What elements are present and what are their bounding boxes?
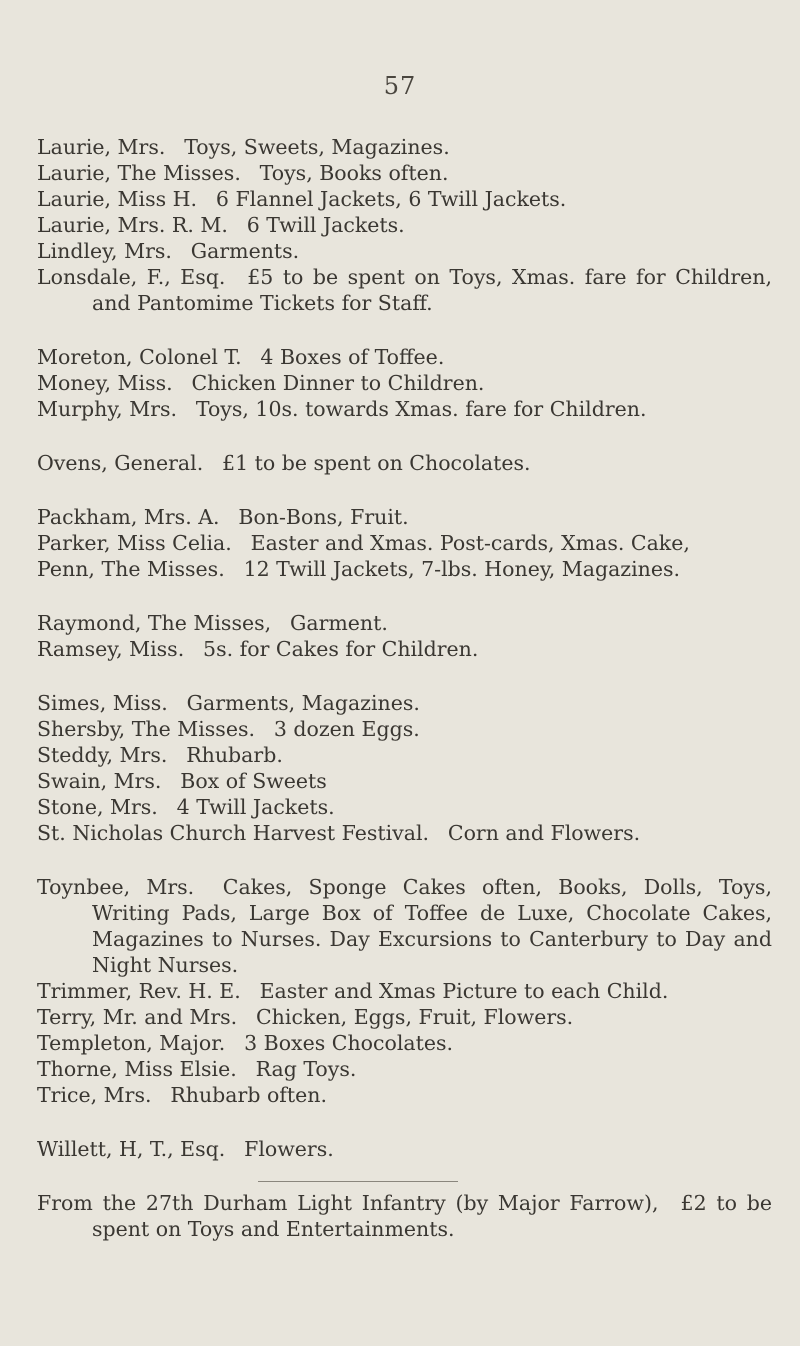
donation-description: Box of Sweets (180, 769, 327, 793)
donor-name: St. Nicholas Church Harvest Festival. (37, 821, 430, 845)
donor-entry (37, 716, 772, 742)
donation-description: Easter and Xmas Picture to each Child. (259, 979, 669, 1003)
donor-name: From the 27th Durham Light Infantry (by Major Farrow), (37, 1191, 659, 1215)
donor-name: Trice, Mrs. (37, 1083, 152, 1107)
donation-description: 6 Flannel Jackets, 6 Twill Jackets. (215, 187, 567, 211)
donation-description: £5 to be spent on Toys, Xmas. fare for Children, and Pantomime Tickets for Staff. (92, 265, 772, 315)
donor-name: Terry, Mr. and Mrs. (37, 1005, 238, 1029)
donation-description: Toys, Sweets, Magazines. (184, 135, 450, 159)
donor-entry (37, 1136, 772, 1162)
donor-entry (37, 160, 772, 186)
closing-rule (258, 1181, 458, 1182)
donor-name: Money, Miss. (37, 371, 173, 395)
donor-entry (37, 1056, 772, 1082)
donor-entry (37, 820, 772, 846)
donor-group (37, 690, 772, 846)
donor-name: Parker, Miss Celia. (37, 531, 232, 555)
donor-entry (37, 874, 772, 978)
donation-description: Bon-Bons, Fruit. (238, 505, 409, 529)
donor-name: Simes, Miss. (37, 691, 168, 715)
donor-group (37, 134, 772, 316)
donor-name: Murphy, Mrs. (37, 397, 178, 421)
donor-entry (37, 1082, 772, 1108)
donation-description: Rhubarb often. (170, 1083, 327, 1107)
donor-name: Packham, Mrs. A. (37, 505, 220, 529)
donation-description: Garment. (289, 611, 388, 635)
donor-name: Penn, The Misses. (37, 557, 225, 581)
donor-entry (37, 186, 772, 212)
donation-description: Flowers. (244, 1137, 334, 1161)
donation-description: Chicken Dinner to Children. (191, 371, 485, 395)
donor-entry (37, 530, 772, 556)
donation-description: Corn and Flowers. (447, 821, 641, 845)
donation-description: 12 Twill Jackets, 7-lbs. Honey, Magazines. (243, 557, 681, 581)
donor-entry (37, 978, 772, 1004)
donor-entry (37, 212, 772, 238)
donor-name: Lonsdale, F., Esq. (37, 265, 226, 289)
donor-group (37, 610, 772, 662)
donor-name: Lindley, Mrs. (37, 239, 172, 263)
donor-name: Ramsey, Miss. (37, 637, 185, 661)
donor-name: Trimmer, Rev. H. E. (37, 979, 241, 1003)
donation-description: 4 Twill Jackets. (176, 795, 335, 819)
donor-group (37, 1136, 772, 1162)
donor-entry (37, 504, 772, 530)
donation-description: Toys, 10s. towards Xmas. fare for Children. (195, 397, 647, 421)
donor-entry (37, 636, 772, 662)
donation-description: £2 to be spent on Toys and Entertainments. (92, 1191, 772, 1241)
donation-description: Easter and Xmas. Post-cards, Xmas. Cake, (250, 531, 690, 555)
donation-description: 5s. for Cakes for Children. (203, 637, 479, 661)
donation-description: 4 Boxes of Toffee. (260, 345, 445, 369)
donor-group (37, 874, 772, 1108)
donor-name: Thorne, Miss Elsie. (37, 1057, 237, 1081)
donor-group (37, 504, 772, 582)
donor-entry (37, 370, 772, 396)
donor-name: Moreton, Colonel T. (37, 345, 242, 369)
donor-entry (37, 1004, 772, 1030)
donor-entry (37, 1190, 772, 1242)
donor-entry (37, 610, 772, 636)
donor-list (37, 134, 772, 1242)
donor-name: Toynbee, Mrs. (37, 875, 195, 899)
donor-name: Steddy, Mrs. (37, 743, 168, 767)
donor-group (37, 1190, 772, 1242)
donor-entry (37, 450, 772, 476)
donor-name: Ovens, General. (37, 451, 204, 475)
donor-name: Raymond, The Misses, (37, 611, 272, 635)
donor-group (37, 344, 772, 422)
donor-entry (37, 134, 772, 160)
donation-description: Rhubarb. (186, 743, 283, 767)
donation-description: 3 dozen Eggs. (273, 717, 420, 741)
donor-entry (37, 794, 772, 820)
donation-description: Chicken, Eggs, Fruit, Flowers. (256, 1005, 574, 1029)
donor-name: Swain, Mrs. (37, 769, 162, 793)
donor-entry (37, 1030, 772, 1056)
donation-description: 3 Boxes Chocolates. (244, 1031, 454, 1055)
donation-description: Garments. (190, 239, 300, 263)
donor-entry (37, 264, 772, 316)
donation-description: Cakes, Sponge Cakes often, Books, Dolls, Toys, Writing Pads, Large Box of Toffee de Luxe, Chocolate Cakes, Magazines to Nurses. Day Excursions to Canterbury to Day and Night Nurses. (92, 875, 772, 977)
donor-name: Templeton, Major. (37, 1031, 226, 1055)
donation-description: £1 to be spent on Chocolates. (222, 451, 531, 475)
donation-description: 6 Twill Jackets. (246, 213, 405, 237)
page-number: 57 (383, 72, 417, 100)
donor-entry (37, 742, 772, 768)
donor-name: Laurie, The Misses. (37, 161, 241, 185)
donor-entry (37, 238, 772, 264)
donor-entry (37, 690, 772, 716)
donor-entry (37, 768, 772, 794)
donor-entry (37, 344, 772, 370)
donor-entry (37, 396, 772, 422)
donation-description: Rag Toys. (255, 1057, 357, 1081)
donor-name: Laurie, Miss H. (37, 187, 198, 211)
donor-name: Willett, H, T., Esq. (37, 1137, 226, 1161)
donor-name: Shersby, The Misses. (37, 717, 255, 741)
donation-description: Toys, Books often. (259, 161, 449, 185)
donor-entry (37, 556, 772, 582)
donation-description: Garments, Magazines. (186, 691, 420, 715)
donor-name: Stone, Mrs. (37, 795, 158, 819)
donor-name: Laurie, Mrs. R. M. (37, 213, 228, 237)
donor-group (37, 450, 772, 476)
donor-name: Laurie, Mrs. (37, 135, 166, 159)
